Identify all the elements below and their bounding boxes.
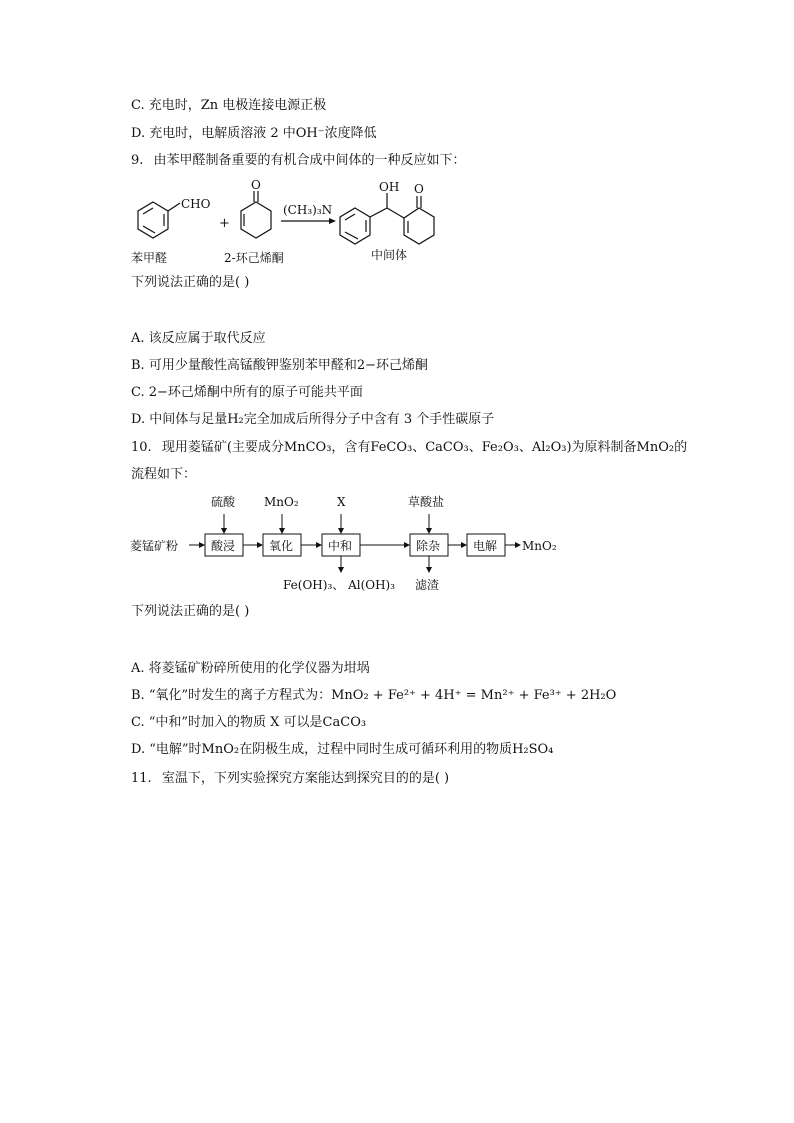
option-c-prev: C. 充电时，Zn 电极连接电源正极 — [131, 98, 327, 113]
q9-option-b: B. 可用少量酸性高锰酸钾鉴别苯甲醛和2−环己烯酮 — [131, 358, 428, 373]
cho-label: CHO — [181, 197, 211, 211]
output-hydroxides: Fe(OH)₃、 Al(OH)₃ — [283, 578, 396, 592]
oh-label: OH — [379, 180, 400, 194]
question-text: 现用菱锰矿(主要成分MnCO₃，含有FeCO₃、CaCO₃、Fe₂O₃、Al₂O₃)为原料制备MnO₂的 — [161, 440, 688, 455]
q10-option-b: B. “氧化”时发生的离子方程式为：MnO₂ + Fe²⁺ + 4H⁺ = Mn²⁺ + Fe³⁺ + 2H₂O — [131, 688, 617, 703]
input-x: X — [337, 495, 346, 509]
q10-option-a: A. 将菱锰矿粉碎所使用的化学仪器为坩埚 — [131, 661, 370, 676]
question-10-stem — [131, 439, 687, 457]
catalyst-label: (CH₃)₃N — [283, 203, 333, 217]
box-acid-leach-label: 酸浸 — [211, 539, 236, 553]
question-text: 由苯甲醛制备重要的有机合成中间体的一种反应如下： — [153, 153, 466, 168]
q9-option-a: A. 该反应属于取代反应 — [131, 331, 266, 346]
box-electrolysis-label: 电解 — [473, 539, 498, 553]
question-10-stem-cont: 流程如下： — [131, 467, 197, 482]
flow-end-label: MnO₂ — [522, 539, 557, 553]
option-d-prev: D. 充电时，电解质溶液 2 中OH⁻浓度降低 — [131, 126, 377, 141]
question-11-stem — [131, 770, 449, 788]
reaction-scheme — [125, 175, 455, 270]
input-oxalate: 草酸盐 — [408, 495, 445, 509]
benzaldehyde-label: 苯甲醛 — [131, 251, 168, 265]
question-number: 9. — [131, 153, 144, 168]
question-9-stem — [131, 152, 466, 170]
ketone-o-label: O — [251, 178, 261, 192]
cyclohexenone-label: 2-环己烯酮 — [224, 251, 284, 265]
cyclohexenone-structure — [241, 191, 271, 238]
q9-option-d: D. 中间体与足量H₂完全加成后所得分子中含有 3 个手性碳原子 — [131, 412, 495, 427]
process-flow-diagram — [125, 490, 575, 600]
input-sulfuric-acid: 硫酸 — [211, 495, 236, 509]
q10-option-d: D. “电解”时MnO₂在阴极生成，过程中同时生成可循环利用的物质H₂SO₄ — [131, 742, 554, 757]
q9-option-c: C. 2−环己烯酮中所有的原子可能共平面 — [131, 385, 363, 400]
intermediate-label: 中间体 — [371, 248, 408, 262]
flow-start-label: 菱锰矿粉 — [130, 539, 179, 553]
benzaldehyde-structure — [138, 202, 180, 238]
input-mno2: MnO₂ — [264, 495, 299, 509]
question-number: 10. — [131, 440, 152, 455]
plus-sign: + — [219, 216, 230, 231]
box-neutralize-label: 中和 — [328, 539, 353, 553]
question-9-prompt: 下列说法正确的是( ) — [131, 275, 250, 290]
question-10-prompt: 下列说法正确的是( ) — [131, 604, 250, 619]
box-impurity-removal-label: 除杂 — [416, 539, 441, 553]
intermediate-structure — [340, 193, 434, 244]
question-text: 室温下，下列实验探究方案能达到探究目的的是( ) — [161, 771, 450, 786]
question-number: 11. — [131, 771, 152, 786]
q10-option-c: C. “中和”时加入的物质 X 可以是CaCO₃ — [131, 715, 367, 730]
box-oxidation-label: 氧化 — [269, 539, 294, 553]
arrow-head — [329, 218, 336, 224]
output-residue: 滤渣 — [415, 578, 440, 592]
product-o-label: O — [414, 182, 424, 196]
